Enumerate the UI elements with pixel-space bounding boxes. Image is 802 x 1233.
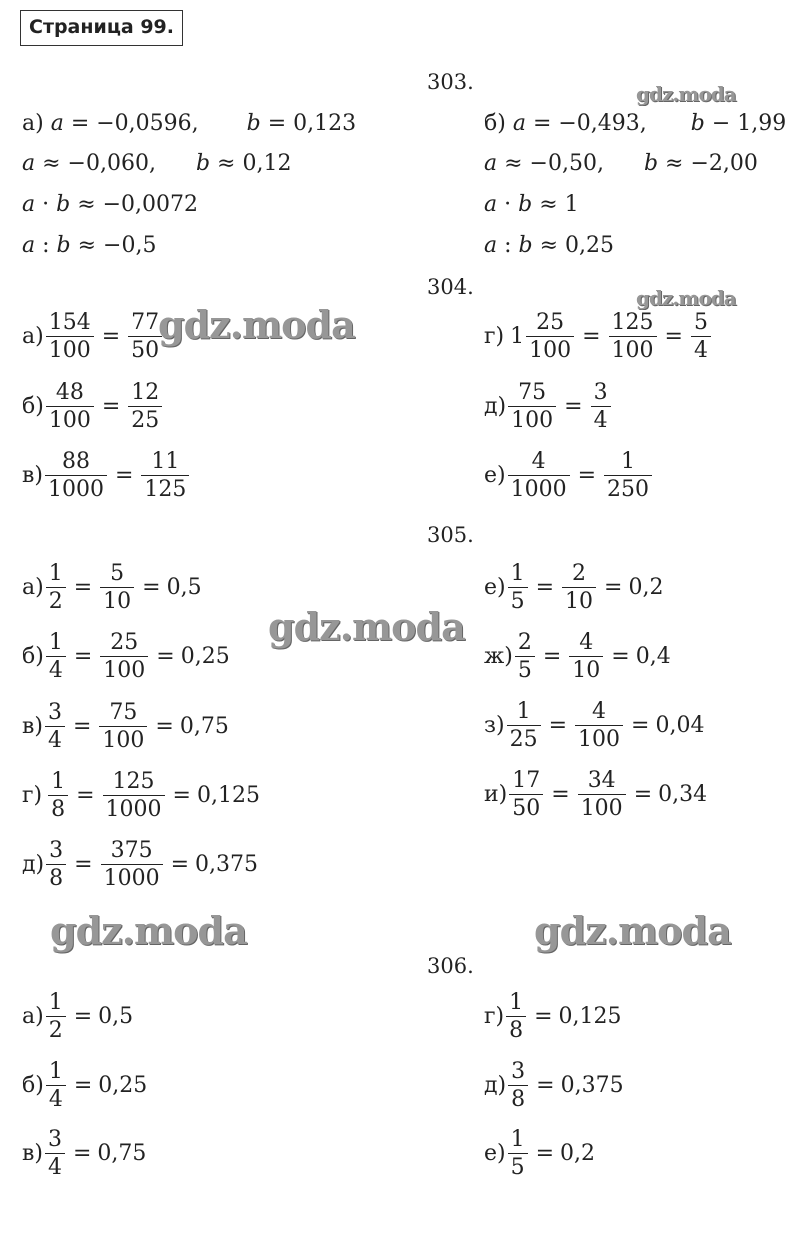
- s305-item-v: в) $\frac{3}{4}$ = $\frac{75}{100}$ = 0,75: [22, 700, 229, 753]
- s303-right-line-2: a ≈ −0,50, b ≈ −2,00: [484, 151, 758, 176]
- s303-right-line-4: a : b ≈ 0,25: [484, 233, 615, 258]
- s306-item-b: б) $\frac{1}{4}$ = 0,25: [22, 1059, 148, 1112]
- section-number-303: 303.: [427, 70, 474, 94]
- s304-item-d: д) $\frac{75}{100}$ = $\frac{3}{4}$: [484, 382, 613, 432]
- s305-item-g: г) $\frac{1}{8}$ = $\frac{125}{1000}$ = 0,125: [22, 769, 260, 822]
- watermark: gdz.moda: [534, 908, 731, 953]
- s304-item-v: в) $\frac{88}{1000}$ = $\frac{11}{125}$: [22, 451, 191, 501]
- s305-item-b: б) $\frac{1}{4}$ = $\frac{25}{100}$ = 0,25: [22, 630, 230, 683]
- s303-right-line-3: a · b ≈ 1: [484, 192, 579, 217]
- s305-item-d: д) $\frac{3}{8}$ = $\frac{375}{1000}$ = 0,375: [22, 838, 258, 891]
- s306-item-e: е) $\frac{1}{5}$ = 0,2: [484, 1127, 596, 1180]
- s305-item-z: з) $\frac{1}{25}$ = $\frac{4}{100}$ = 0,04: [484, 699, 705, 752]
- s303-left-line-4: a : b ≈ −0,5: [22, 233, 157, 258]
- watermark: gdz.moda: [636, 82, 736, 106]
- s306-item-a: а) $\frac{1}{2}$ = 0,5: [22, 990, 134, 1043]
- section-number-306: 306.: [427, 954, 474, 978]
- watermark: gdz.moda: [50, 908, 247, 953]
- s306-item-g: г) $\frac{1}{8}$ = 0,125: [484, 990, 622, 1043]
- s303-right-line-1: б) a = −0,493, b − 1,99: [484, 111, 787, 136]
- s304-item-g: г) 1 $\frac{25}{100}$ = $\frac{125}{100}$ = $\frac{5}{4}$: [484, 312, 713, 362]
- s304-item-e: е) $\frac{4}{1000}$ = $\frac{1}{250}$: [484, 451, 654, 501]
- watermark: gdz.moda: [158, 302, 355, 347]
- s303-left-line-3: a · b ≈ −0,0072: [22, 192, 199, 217]
- s305-item-zh: ж) $\frac{2}{5}$ = $\frac{4}{10}$ = 0,4: [484, 630, 671, 683]
- s305-item-e: е) $\frac{1}{5}$ = $\frac{2}{10}$ = 0,2: [484, 561, 664, 614]
- s303-left-line-1: а) a = −0,0596, b = 0,123: [22, 111, 357, 136]
- s306-item-d: д) $\frac{3}{8}$ = 0,375: [484, 1059, 624, 1112]
- page-label: Страница 99.: [20, 10, 183, 46]
- watermark: gdz.moda: [268, 604, 465, 649]
- section-number-305: 305.: [427, 523, 474, 547]
- s304-item-a: а) $\frac{154}{100}$ = $\frac{77}{50}$: [22, 312, 164, 362]
- s305-item-i: и) $\frac{17}{50}$ = $\frac{34}{100}$ = 0,34: [484, 768, 708, 821]
- s306-item-v: в) $\frac{3}{4}$ = 0,75: [22, 1127, 147, 1180]
- section-number-304: 304.: [427, 275, 474, 299]
- s304-item-b: б) $\frac{48}{100}$ = $\frac{12}{25}$: [22, 382, 164, 432]
- s305-item-a: а) $\frac{1}{2}$ = $\frac{5}{10}$ = 0,5: [22, 561, 202, 614]
- watermark: gdz.moda: [636, 286, 736, 310]
- s303-left-line-2: a ≈ −0,060, b ≈ 0,12: [22, 151, 292, 176]
